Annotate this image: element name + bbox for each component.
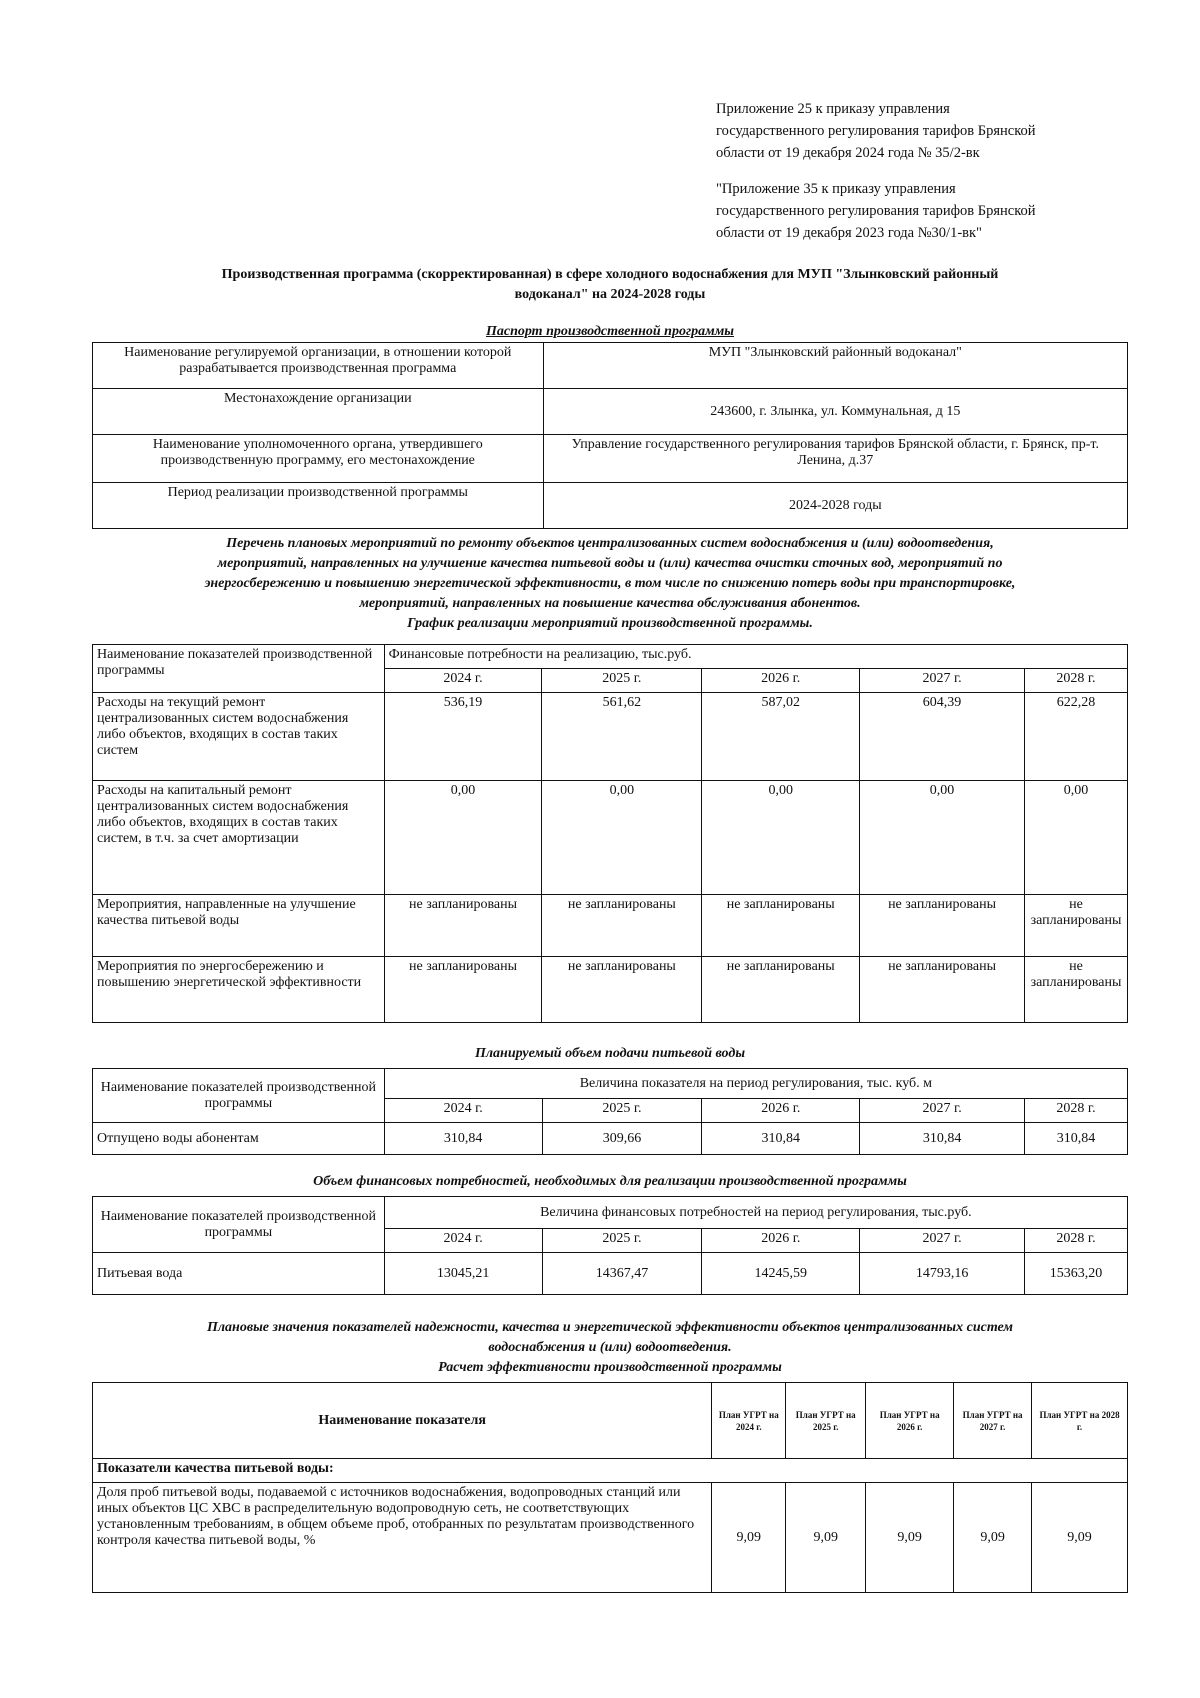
year-header: 2027 г. — [860, 669, 1025, 693]
year-header: 2024 г. — [384, 1099, 542, 1123]
measures-table: Наименование показателей производственной программы Финансовые потребности на реализацию, тыс.руб. 2024 г. 2025 г. 2026 г. 2027 г. 2028 г. Расходы на текущий ремонт централизованных систем водоснабжения либо объектов, входящих в состав таких систем 536,19 561,62 587,02 604,39 622,28 Расходы на капитальный ремонт централизованных систем водоснабжения либо объектов, входящих в состав таких систем, в т.ч. за счет амортизации 0,00 0,00 0,00 0,00 0,00 Мероприятия, направленные на улучшение качества питьевой воды не запланированы не запланированы не запланированы не запланированы не запланированы Мероприятия по энергосбережению и повышению энергетической эффективности не запланированы не запланированы не запланированы не запланированы не запланированы — [92, 644, 1128, 1023]
finance-heading: Объем финансовых потребностей, необходимых для реализации производственной программы — [313, 1174, 907, 1189]
year-header: 2027 г. — [860, 1099, 1025, 1123]
year-header: 2024 г. — [384, 1229, 542, 1253]
year-header: 2026 г. — [702, 1229, 860, 1253]
table-row: Расходы на текущий ремонт централизованных систем водоснабжения либо объектов, входящих в состав таких систем 536,19 561,62 587,02 604,39 622,28 — [93, 693, 1128, 781]
passport-row: Наименование регулируемой организации, в отношении которой разрабатывается производственная программа МУП "Злынковский районный водоканал" — [93, 343, 1128, 389]
plan-header: План УГРТ на 2026 г. — [866, 1383, 954, 1459]
passport-table — [92, 342, 1128, 529]
efficiency-table: Наименование показателя План УГРТ на 2024 г. План УГРТ на 2025 г. План УГРТ на 2026 г. План УГРТ на 2027 г. План УГРТ на 2028 г. Показатели качества питьевой воды: Доля проб питьевой воды, подаваемой с источников водоснабжения, водопроводных станций или иных объектов ЦС ХВС в распределительную водопроводную сеть, не соответствующих установленным требованиям, в общем объеме проб, отобранных по результатам производственного контроля качества питьевой воды, % 9,09 9,09 9,09 9,09 9,09 — [92, 1382, 1128, 1593]
volume-table: Наименование показателей производственной программы Величина показателя на период регулирования, тыс. куб. м 2024 г. 2025 г. 2026 г. 2027 г. 2028 г. Отпущено воды абонентам 310,84 309,66 310,84 310,84 310,84 — [92, 1068, 1128, 1155]
finance-table: Наименование показателей производственной программы Величина финансовых потребностей на период регулирования, тыс.руб. 2024 г. 2025 г. 2026 г. 2027 г. 2028 г. Питьевая вода 13045,21 14367,47 14245,59 14793,16 15363,20 — [92, 1196, 1128, 1295]
passport-heading: Паспорт производственной программы — [485, 324, 735, 339]
year-header: 2028 г. — [1025, 1099, 1128, 1123]
year-header: 2027 г. — [860, 1229, 1025, 1253]
document-title: Производственная программа (скорректированная) в сфере холодного водоснабжения для МУП "Злынковский районный водоканал" на 2024-2028 годы — [221, 267, 999, 302]
table-row: Отпущено воды абонентам 310,84 309,66 310,84 310,84 310,84 — [93, 1123, 1128, 1155]
year-header: 2024 г. — [384, 669, 542, 693]
appendix-current: Приложение 25 к приказу управления государственного регулирования тарифов Брянской области от 19 декабря 2024 года № 35/2-вк — [716, 101, 1036, 161]
year-header: 2025 г. — [542, 669, 702, 693]
plan-header: План УГРТ на 2024 г. — [712, 1383, 786, 1459]
passport-row: Наименование уполномоченного органа, утвердившего производственную программу, его местонахождение Управление государственного регулирования тарифов Брянской области, г. Брянск, пр-т. Ленина, д.37 — [93, 435, 1128, 483]
year-header: 2025 г. — [542, 1099, 702, 1123]
table-row: Доля проб питьевой воды, подаваемой с источников водоснабжения, водопроводных станций или иных объектов ЦС ХВС в распределительную водопроводную сеть, не соответствующих установленным требованиям, в общем объеме проб, отобранных по результатам производственного контроля качества питьевой воды, % 9,09 9,09 9,09 9,09 9,09 — [93, 1483, 1128, 1593]
table-row: Мероприятия по энергосбережению и повышению энергетической эффективности не запланированы не запланированы не запланированы не запланированы не запланированы — [93, 957, 1128, 1023]
table-row: Питьевая вода 13045,21 14367,47 14245,59 14793,16 15363,20 — [93, 1253, 1128, 1295]
plan-header: План УГРТ на 2028 г. — [1032, 1383, 1128, 1459]
year-header: 2028 г. — [1024, 669, 1127, 693]
appendix-previous: "Приложение 35 к приказу управления государственного регулирования тарифов Брянской области от 19 декабря 2023 года №30/1-вк" — [716, 181, 1036, 241]
section-row: Показатели качества питьевой воды: — [93, 1459, 1128, 1483]
year-header: 2028 г. — [1025, 1229, 1128, 1253]
appendix-header — [716, 98, 1116, 258]
volume-heading: Планируемый объем подачи питьевой воды — [474, 1046, 746, 1061]
year-header: 2026 г. — [702, 669, 860, 693]
year-header: 2026 г. — [702, 1099, 860, 1123]
plan-header: План УГРТ на 2025 г. — [786, 1383, 866, 1459]
passport-row: Местонахождение организации 243600, г. Злынка, ул. Коммунальная, д 15 — [93, 389, 1128, 435]
table-row: Мероприятия, направленные на улучшение качества питьевой воды не запланированы не запланированы не запланированы не запланированы не запланированы — [93, 895, 1128, 957]
year-header: 2025 г. — [542, 1229, 702, 1253]
plan-header: План УГРТ на 2027 г. — [954, 1383, 1032, 1459]
efficiency-heading: Плановые значения показателей надежности, качества и энергетической эффективности объектов централизованных систем водоснабжения и (или) водоотведения. Расчет эффективности производственной программы — [206, 1320, 1014, 1375]
measures-heading: Перечень плановых мероприятий по ремонту объектов централизованных систем водоснабжения и (или) водоотведения, мероприятий, направленных на улучшение качества питьевой воды и (или) качества очистки сточных вод, мероприятий по энергосбережению и повышению энергетической эффективности, в том числе по снижению потерь воды при транспортировке, мероприятий, направленных на повышение качества обслуживания абонентов. График реализации мероприятий производственной программы. — [204, 536, 1016, 631]
table-row: Расходы на капитальный ремонт централизованных систем водоснабжения либо объектов, входящих в состав таких систем, в т.ч. за счет амортизации 0,00 0,00 0,00 0,00 0,00 — [93, 781, 1128, 895]
passport-row: Период реализации производственной программы 2024-2028 годы — [93, 483, 1128, 529]
